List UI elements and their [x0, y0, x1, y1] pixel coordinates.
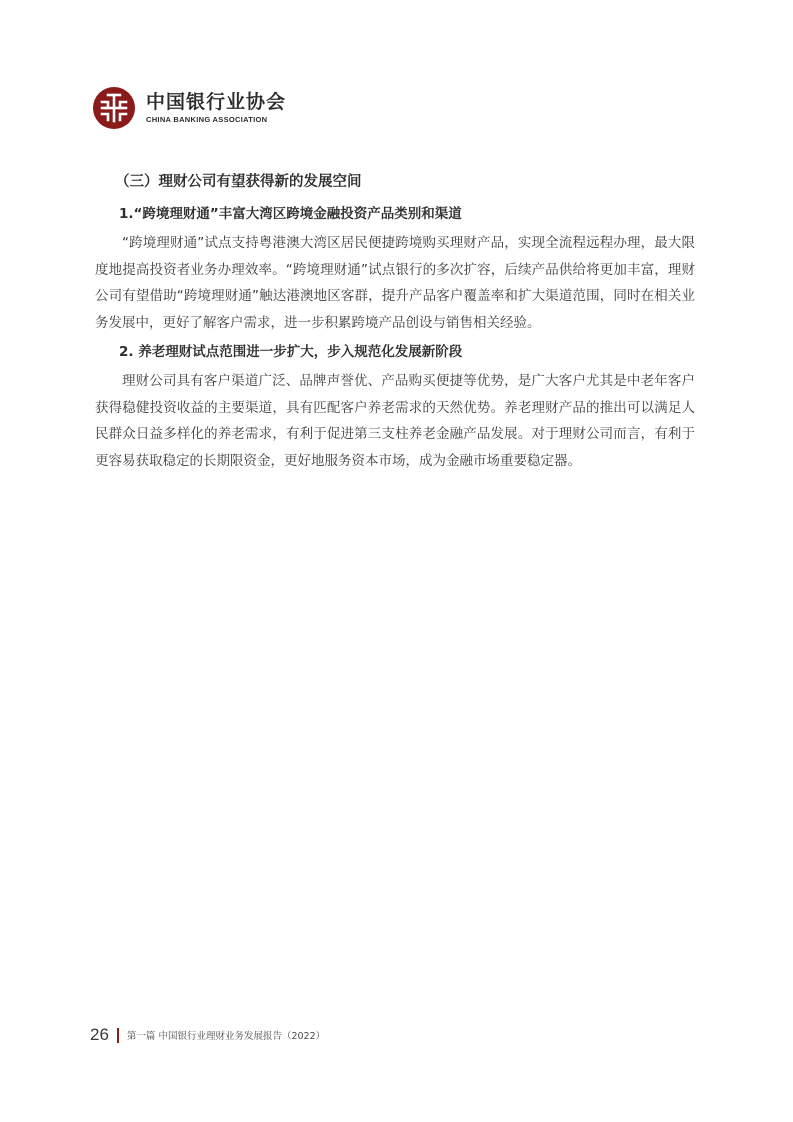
- paragraph-1: “跨境理财通”试点支持粤港澳大湾区居民便捷跨境购买理财产品，实现全流程远程办理，最大限度地提高投资者业务办理效率。“跨境理财通”试点银行的多次扩容，后续产品供给将更加丰富，理财公司有望借助“跨境理财通”触达港澳地区客群，提升产品客户覆盖率和扩大渠道范围，同时在相关业务发展中，更好了解客户需求，进一步积累跨境产品创设与销售相关经验。: [95, 235, 695, 331]
- logo-text: [146, 91, 286, 125]
- main-content: [95, 170, 695, 478]
- page-footer: [90, 1024, 325, 1046]
- association-logo-icon: [92, 86, 136, 130]
- paragraph-2: 理财公司具有客户渠道广泛、品牌声誉优、产品购买便捷等优势，是广大客户尤其是中老年客户获得稳健投资收益的主要渠道，具有匹配客户养老需求的天然优势。养老理财产品的推出可以满足人民群众日益多样化的养老需求，有利于促进第三支柱养老金融产品发展。对于理财公司而言，有利于更容易获取稳定的长期限资金，更好地服务资本市场，成为金融市场重要稳定器。: [95, 373, 695, 469]
- section-title: （三）理财公司有望获得新的发展空间: [115, 174, 362, 190]
- page-number: 26: [90, 1025, 109, 1044]
- logo-english-name: CHINA BANKING ASSOCIATION: [146, 115, 268, 124]
- subsection-title-2: 2. 养老理财试点范围进一步扩大，步入规范化发展新阶段: [119, 344, 463, 360]
- subsection-title-1: 1.“跨境理财通”丰富大湾区跨境金融投资产品类别和渠道: [119, 206, 462, 222]
- page-header: [92, 84, 286, 132]
- footer-divider: [117, 1028, 119, 1043]
- footer-report-title: 第一篇 中国银行业理财业务发展报告（2022）: [126, 1031, 326, 1042]
- logo-chinese-name: 中国银行业协会: [146, 91, 287, 113]
